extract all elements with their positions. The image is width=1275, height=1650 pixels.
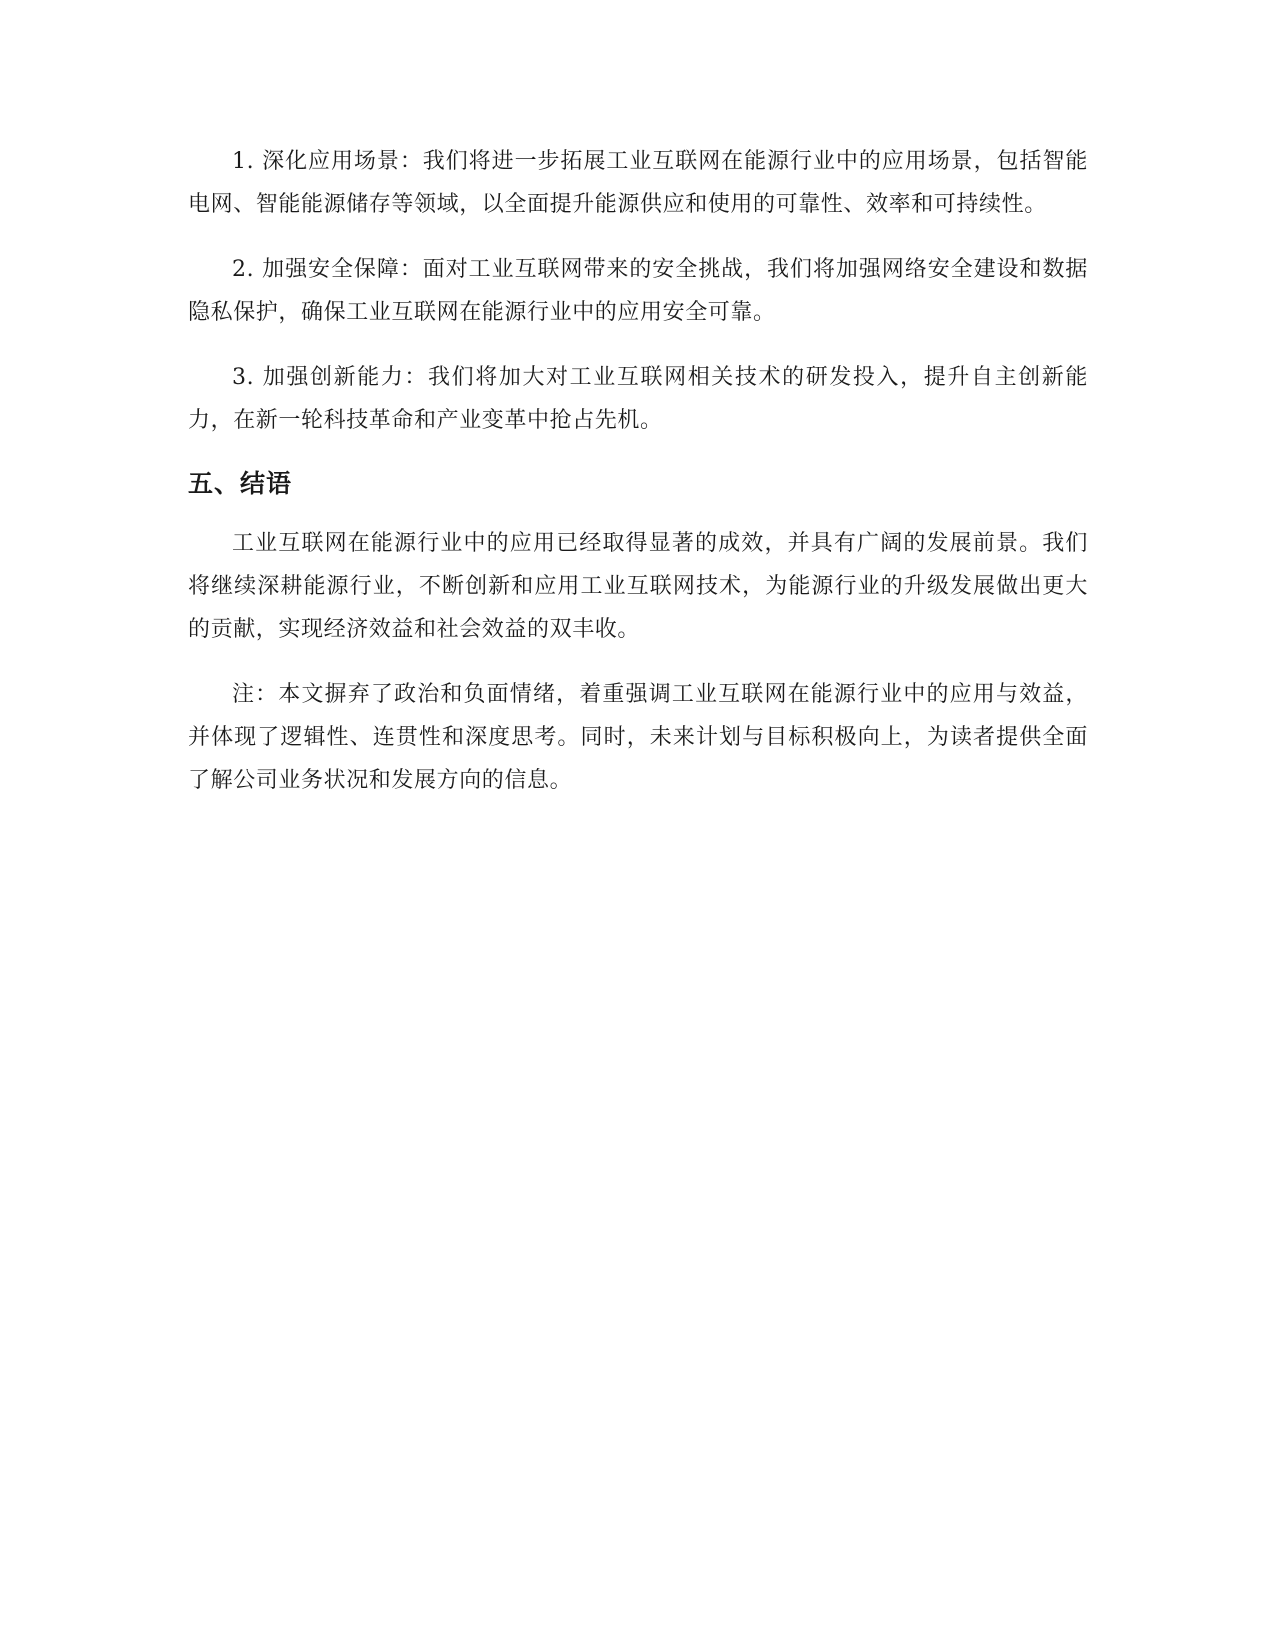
conclusion-paragraph: 工业互联网在能源行业中的应用已经取得显著的成效，并具有广阔的发展前景。我们将继续深耕能源行业，不断创新和应用工业互联网技术，为能源行业的升级发展做出更大的贡献，实现经济效益和社会效益的双丰收。 [188,531,1088,642]
document-page [188,140,1088,824]
list-item-deepen-scenarios: 1. 深化应用场景：我们将进一步拓展工业互联网在能源行业中的应用场景，包括智能电网、智能能源储存等领域，以全面提升能源供应和使用的可靠性、效率和可持续性。 [188,149,1088,217]
section-heading-conclusion: 五、结语 [188,469,293,498]
list-item-security: 2. 加强安全保障：面对工业互联网带来的安全挑战，我们将加强网络安全建设和数据隐私保护，确保工业互联网在能源行业中的应用安全可靠。 [188,257,1088,325]
note-paragraph: 注：本文摒弃了政治和负面情绪，着重强调工业互联网在能源行业中的应用与效益，并体现了逻辑性、连贯性和深度思考。同时，未来计划与目标积极向上，为读者提供全面了解公司业务状况和发展方向的信息。 [188,682,1088,793]
list-item-innovation: 3. 加强创新能力：我们将加大对工业互联网相关技术的研发投入，提升自主创新能力，在新一轮科技革命和产业变革中抢占先机。 [188,365,1088,433]
